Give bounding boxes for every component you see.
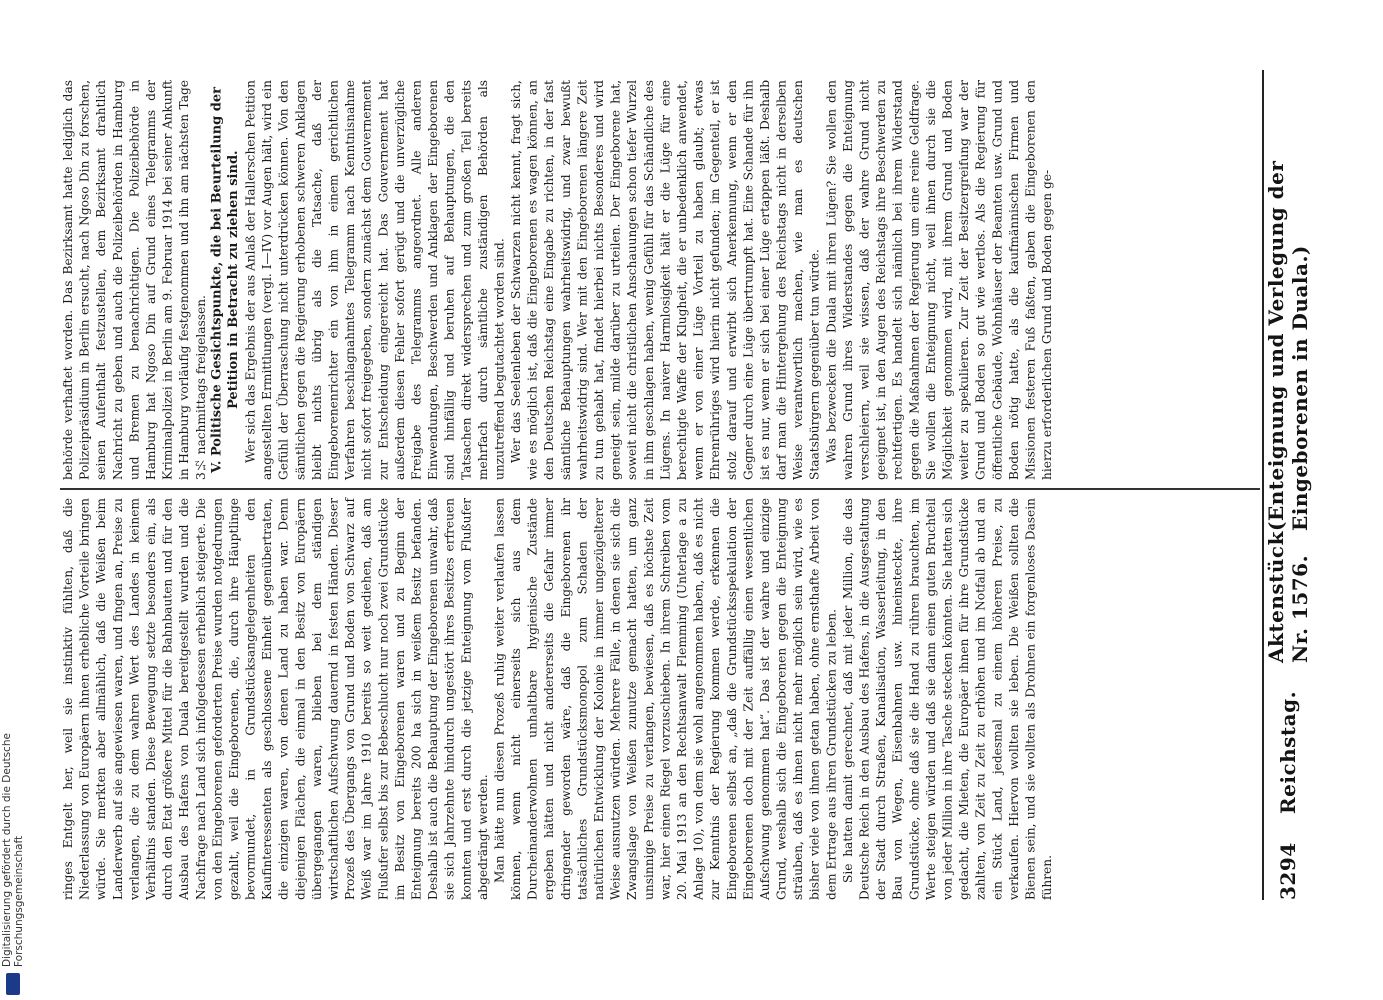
page-header <box>1264 80 1312 900</box>
page-topic: (Enteignung und Verlegung der Eingeborenen in Duala.) <box>1264 160 1312 532</box>
text-column-lower <box>60 498 1255 900</box>
page-number: 3294 <box>1276 842 1300 900</box>
credit-text: Digitalisierung gefördert durch die Deutsche Forschungsgemeinschaft <box>1 733 25 968</box>
dfg-logo-icon <box>6 973 20 995</box>
digitization-credit <box>1 600 25 995</box>
header-rule <box>1262 70 1264 900</box>
paragraph: Wer das Seelenleben der Schwarzen nicht kennt, fragt sich, wie es möglich ist, daß die Eingeborenen es wagen können, an den Deutschen Reichstag eine Eingabe zu richten, in der fast sämtliche Behauptungen wahrheitswidrig, und zwar bewußt wahrheitswidrig sind. Wer mit den Eingeborenen längere Zeit zu tun gehabt hat, findet hierbei nichts Besonderes und wird geneigt sein, milde darüber zu urteilen. Der Eingeborene hat, soweit nicht die christlichen Anschauungen schon tiefer Wurzel in ihm geschlagen haben, wenig Gefühl für das Schändliche des Lügens. In naiver Harmlosigkeit hält er die Lüge für eine berechtigte Waffe der Klugheit, die er unbedenklich anwendet, wenn er von einer Lüge Vorteil zu haben glaubt; etwas Ehrenrühriges wird hierin nicht gefunden; im Gegenteil, er ist stolz darauf und erwirbt sich Anerkennung, wenn er den Gegner durch eine Lüge übertrumpft hat. Eine Schande für ihn ist es nur, wenn er sich bei einer Lüge ertappen läßt. Deshalb darf man die Hintergehung des Reichstags nicht in derselben Weise verantwortlich machen, wie man es deutschen Staatsbürgern gegenüber tun würde. <box>509 80 822 480</box>
document-reference: Aktenstück Nr. 1576. <box>1264 531 1312 664</box>
paragraph: Wer sich das Ergebnis der aus Anlaß der Hallerschen Petition angestellten Ermittlungen (vergl. I—IV) vor Augen hält, wird ein Gefühl der Überraschung nicht unterdrücken können. Von den sämtlichen gegen die Regierung erhobenen schweren Anklagen bleibt nichts übrig als die Tatsache, daß der Eingeborenenrichter ein von ihm in einem gerichtlichen Verfahren beschlagnahmtes Telegramm nach Kenntnisnahme nicht sofort freigegeben, sondern zunächst dem Gouvernement zur Entscheidung eingereicht hat. Das Gouvernement hat außerdem diesen Fehler sofort gerügt und die unverzügliche Freigabe des Telegramms angeordnet. Alle anderen Einwendungen, Beschwerden und Anklagen der Eingeborenen sind hinfällig und beruhen auf Behauptungen, die den Tatsachen direkt widersprechen und zum großen Teil bereits mehrfach durch sämtliche zuständigen Behörden als unzutreffend begutachtet worden sind. <box>243 80 507 480</box>
column-divider <box>60 488 1260 490</box>
paragraph: ringes Entgelt her, weil sie instinktiv fühlten, daß die Niederlassung von Europäern ihnen erhebliche Vorteile bringen würde. Sie merkten aber allmählich, daß die Weißen beim Landerwerb auf sie angewiesen waren, und fingen an, Preise zu verlangen, die zu dem wahren Wert des Landes in keinem Verhältnis standen. Diese Bewegung setzte besonders ein, als durch den Etat größere Mittel für die Bahnbauten und für den Ausbau des Hafens von Duala bereitgestellt wurden und die Nachfrage nach Land sich infolgedessen erheblich steigerte. Die von den Eingeborenen geforderten Preise wurden notgedrungen gezahlt, weil die Eingeborenen, die, durch ihre Häuptlinge bevormundet, in Grundstücksangelegenheiten den Kaufinteressenten als geschlossene Einheit gegenübertraten, die einzigen waren, von denen Land zu haben war. Denn diejenigen Flächen, die einmal in den Besitz von Europäern übergegangen waren, blieben bei dem ständigen wirtschaftlichen Aufschwung dauernd in festen Händen. Dieser Prozeß des Übergangs von Grund und Boden von Schwarz auf Weiß war im Jahre 1910 bereits so weit gediehen, daß am Flußufer selbst bis zur Bebeschlucht nur noch zwei Grundstücke im Besitz von Eingeborenen waren und zu Beginn der Enteignung bereits 200 ha sich in weißem Besitz befanden. Deshalb ist auch die Behauptung der Eingeborenen unwahr, daß sie sich Jahrzehnte hindurch ungestört ihres Besitzes erfreuen konnten und erst durch die jetzige Enteignung vom Flußufer abgedrängt werden. <box>61 498 490 900</box>
text-column-upper <box>60 80 1255 480</box>
section-heading: V. Politische Gesichtspunkte, die bei Beurteilung der Petition in Betracht zu ziehen sind. <box>209 87 241 474</box>
header-left <box>1264 531 1312 900</box>
paragraph: Sie hatten damit gerechnet, daß mit jeder Million, die das Deutsche Reich in den Ausbau des Hafens, in die Ausgestaltung der Stadt durch Straßen, Kanalisation, Wasserleitung, in den Bau von Wegen, Eisenbahnen usw. hineinsteckte, ihre Grundstücke, ohne daß sie die Hand zu rühren brauchten, im Werte steigen würden und daß sie dann einen guten Bruchteil von jeder Million in ihre Tasche stecken könnten. Sie hatten sich gedacht, die Mieten, die Europäer ihnen für ihre Grundstücke zahlten, von Zeit zu Zeit zu erhöhen und im Notfall ab und an ein Stück Land, jedesmal zu einem höheren Preise, zu verkaufen. Hiervon wollten sie leben. Die Weißen sollten die Bienen sein, und sie wollten als Drohnen ein forgenloses Dasein führen. <box>840 498 1055 900</box>
institution-name: Reichstag. <box>1276 691 1300 815</box>
paragraph: behörde verhaftet worden. Das Bezirksamt hatte lediglich das Polizeipräsidium in Berlin ersucht, nach Ngoso Din zu forschen, seinen Aufenthalt festzustellen, dem Bezirksamt drahtlich Nachricht zu geben und auch die Polizeibehörden in Hamburg und Bremen zu benachrichtigen. Die Polizeibehörde in Hamburg hat Ngoso Din auf Grund eines Telegramms der Kriminalpolizei in Berlin am 9. Februar 1914 bei seiner Ankunft in Hamburg vorläufig festgenommen und ihn am nächsten Tage 3½ nachmittags freigelassen. <box>61 80 208 480</box>
paragraph: Man hätte nun diesen Prozeß ruhig weiter verlaufen lassen können, wenn nicht einerseits sich aus dem Durcheinanderwohnen unhaltbare hygienische Zustände ergeben hätten und nicht andererseits die Gefahr immer dringender geworden wäre, daß die Eingeborenen ihr tatsächliches Grundstücksmonopol zum Schaden der natürlichen Entwicklung der Kolonie in immer ungezügelterer Weise ausnutzen würden. Mehrere Fälle, in denen sie sich die Zwangslage von Weißen zunutze gemacht hatten, um ganz unsinnige Preise zu verlangen, bewiesen, daß es höchste Zeit war, hier einen Riegel vorzuschieben. In ihrem Schreiben vom 20. Mai 1913 an den Rechtsanwalt Flemming (Unterlage a zu Anlage 10), von dem sie wohl angenommen haben, daß es nicht zur Kenntnis der Regierung kommen werde, erkennen die Eingeborenen selbst an, „daß die Grundstücksspekulation der Eingeborenen doch mit der Zeit auffällig einen wesentlichen Aufschwung genommen hat“. Das ist der wahre und einzige Grund, weshalb sich die Eingeborenen gegen die Enteignung sträuben, daß es ihnen nicht mehr möglich sein wird, wie es bisher viele von ihnen getan haben, ohne ernsthafte Arbeit von dem Ertrage aus ihren Grundstücken zu leben. <box>492 498 839 900</box>
paragraph: Was bezwecken die Duala mit ihren Lügen? Sie wollen den wahren Grund ihres Widerstandes gegen die Enteignung verschleiern, weil sie wissen, daß der wahre Grund nicht geeignet ist, in den Augen des Reichstags ihre Beschwerden zu rechtfertigen. Es handelt sich nämlich bei ihrem Widerstand gegen die Maßnahmen der Regierung um eine reine Geldfrage. Sie wollen die Enteignung nicht, weil ihnen durch sie die Möglichkeit genommen wird, mit ihrem Grund und Boden weiter zu spekulieren. Zur Zeit der Besitzergreifung war der Grund und Boden so gut wie wertlos. Als die Regierung für öffentliche Gebäude, Wohnhäuser der Beamten usw. Grund und Boden nötig hatte, als die kaufmännischen Firmen und Missionen festeren Fuß faßten, gaben die Eingeborenen den hierzu erforderlichen Grund und Boden gegen ge- <box>824 80 1055 480</box>
